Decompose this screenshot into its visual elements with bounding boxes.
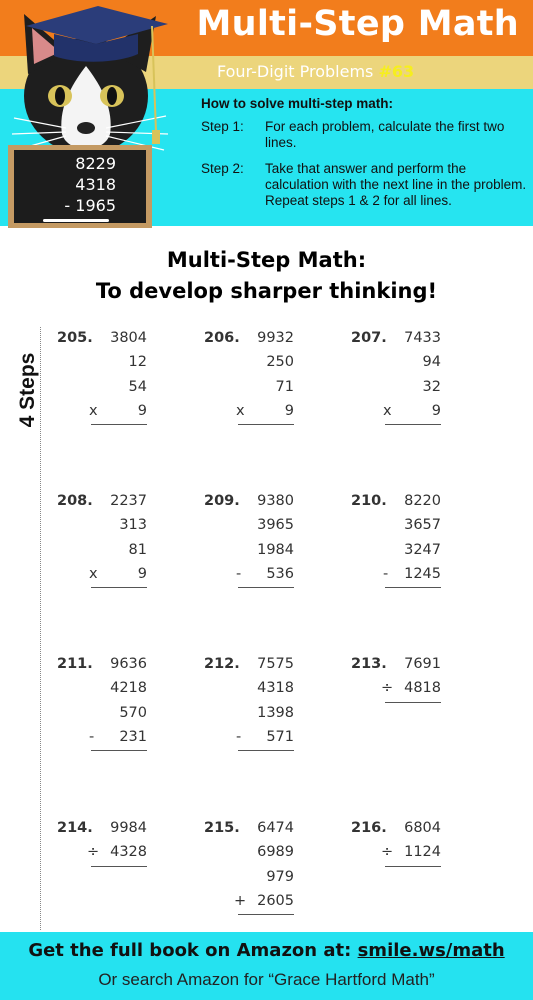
- problem-210: [351, 493, 441, 593]
- chalkboard-line: - 1965: [64, 196, 116, 215]
- answer-line: [238, 587, 294, 588]
- problem-operator: x: [236, 402, 245, 419]
- problem-operand: 3657: [404, 517, 441, 534]
- problem-214: [57, 820, 147, 920]
- problem-operand: 6474: [257, 820, 294, 836]
- problem-operand: 9: [431, 402, 441, 419]
- problem-operator: -: [236, 565, 242, 582]
- subtitle-text: Four-Digit Problems: [217, 62, 374, 81]
- problem-operand: 1245: [404, 565, 441, 582]
- problem-operand: 6989: [257, 844, 294, 861]
- problem-operand: 9: [284, 402, 294, 419]
- problem-operand: 979: [266, 868, 294, 885]
- step-1-text: For each problem, calculate the first two lines.: [265, 119, 505, 150]
- problem-operand: 231: [119, 728, 147, 745]
- problem-operator: +: [234, 892, 247, 909]
- problem-number: 211.: [57, 656, 93, 672]
- problem-operator: x: [383, 402, 392, 419]
- problem-operand: 313: [119, 517, 147, 534]
- problem-operand: 9380: [257, 493, 294, 509]
- problem-number: 216.: [351, 820, 387, 836]
- page-title: Multi-Step Math: [196, 4, 519, 44]
- problem-operand: 1398: [257, 704, 294, 721]
- problem-operator: ÷: [381, 680, 394, 697]
- problem-operand: 94: [422, 354, 441, 371]
- answer-line: [238, 424, 294, 425]
- answer-line: [238, 750, 294, 751]
- problem-212: [204, 656, 294, 756]
- problem-208: [57, 493, 147, 593]
- answer-line: [385, 866, 441, 867]
- problem-operator: -: [89, 728, 95, 745]
- step-2-text: Take that answer and perform the calculation with the next line in the problem. Repeat steps 1 & 2 for all lines.: [265, 161, 527, 208]
- problem-operand: 4218: [110, 680, 147, 697]
- answer-line: [91, 866, 147, 867]
- problem-number: 210.: [351, 493, 387, 509]
- problem-207: [351, 330, 441, 430]
- problem-operand: 4318: [257, 680, 294, 697]
- problem-number: 205.: [57, 330, 93, 346]
- problem-209: [204, 493, 294, 593]
- problem-operand: 570: [119, 704, 147, 721]
- problem-number: 213.: [351, 656, 387, 672]
- problem-operand: 571: [266, 728, 294, 745]
- problem-operand: 4328: [110, 844, 147, 861]
- problem-operand: 9984: [110, 820, 147, 836]
- steps-count-label: 4 Steps: [16, 352, 39, 428]
- problem-operator: x: [89, 402, 98, 419]
- problem-205: [57, 330, 147, 430]
- problem-operand: 3965: [257, 517, 294, 534]
- answer-line: [385, 702, 441, 703]
- problem-operand: 54: [128, 378, 147, 395]
- problem-operand: 81: [128, 541, 147, 558]
- answer-line: [91, 424, 147, 425]
- chalkboard-underline: [43, 219, 109, 222]
- chalkboard-line: 8229: [75, 154, 116, 173]
- problem-operand: 2237: [110, 493, 147, 509]
- problem-213: [351, 656, 441, 756]
- problem-operand: 9: [137, 565, 147, 582]
- problem-operand: 7575: [257, 656, 294, 672]
- problem-number: 206.: [204, 330, 240, 346]
- answer-line: [385, 587, 441, 588]
- problem-211: [57, 656, 147, 756]
- problem-operand: 3247: [404, 541, 441, 558]
- problem-operand: 2605: [257, 892, 294, 909]
- problem-operand: 1124: [404, 844, 441, 861]
- problem-operand: 9: [137, 402, 147, 419]
- problem-operand: 9636: [110, 656, 147, 672]
- problem-number: 214.: [57, 820, 93, 836]
- problem-operand: 71: [275, 378, 294, 395]
- problem-number: 208.: [57, 493, 93, 509]
- problem-206: [204, 330, 294, 430]
- answer-line: [91, 750, 147, 751]
- problem-operator: -: [236, 728, 242, 745]
- problem-operand: 3804: [110, 330, 147, 346]
- answer-line: [238, 914, 294, 915]
- problem-operand: 1984: [257, 541, 294, 558]
- margin-divider: [40, 327, 41, 930]
- headline-line-2: To develop sharper thinking!: [95, 279, 438, 303]
- instructions-heading: How to solve multi-step math:: [201, 96, 394, 111]
- problem-operand: 536: [266, 565, 294, 582]
- problem-operand: 12: [128, 354, 147, 371]
- problem-215: [204, 820, 294, 920]
- search-hint: Or search Amazon for “Grace Hartford Math”: [98, 970, 435, 989]
- problem-operator: ÷: [87, 844, 100, 861]
- problem-operator: -: [383, 565, 389, 582]
- problem-operator: x: [89, 565, 98, 582]
- answer-line: [385, 424, 441, 425]
- problem-operand: 9932: [257, 330, 294, 346]
- problem-operand: 7691: [404, 656, 441, 672]
- problem-operand: 250: [266, 354, 294, 371]
- step-2-label: Step 2:: [201, 161, 244, 176]
- problem-number: 212.: [204, 656, 240, 672]
- problem-operator: ÷: [381, 844, 394, 861]
- book-link[interactable]: smile.ws/math: [357, 940, 505, 961]
- problem-number: 207.: [351, 330, 387, 346]
- chalkboard-line: 4318: [75, 175, 116, 194]
- problem-set-number: #63: [378, 62, 415, 81]
- problem-operand: 6804: [404, 820, 441, 836]
- page-subtitle: [217, 62, 414, 81]
- problem-number: 215.: [204, 820, 240, 836]
- problem-operand: 8220: [404, 493, 441, 509]
- problem-operand: 4818: [404, 680, 441, 697]
- step-1-label: Step 1:: [201, 119, 244, 134]
- amazon-cta: [0, 940, 533, 961]
- problem-216: [351, 820, 441, 920]
- problem-operand: 7433: [404, 330, 441, 346]
- headline-line-1: Multi-Step Math:: [166, 248, 367, 272]
- problem-operand: 32: [422, 378, 441, 395]
- cta-text: Get the full book on Amazon at:: [28, 940, 358, 961]
- problem-number: 209.: [204, 493, 240, 509]
- answer-line: [91, 587, 147, 588]
